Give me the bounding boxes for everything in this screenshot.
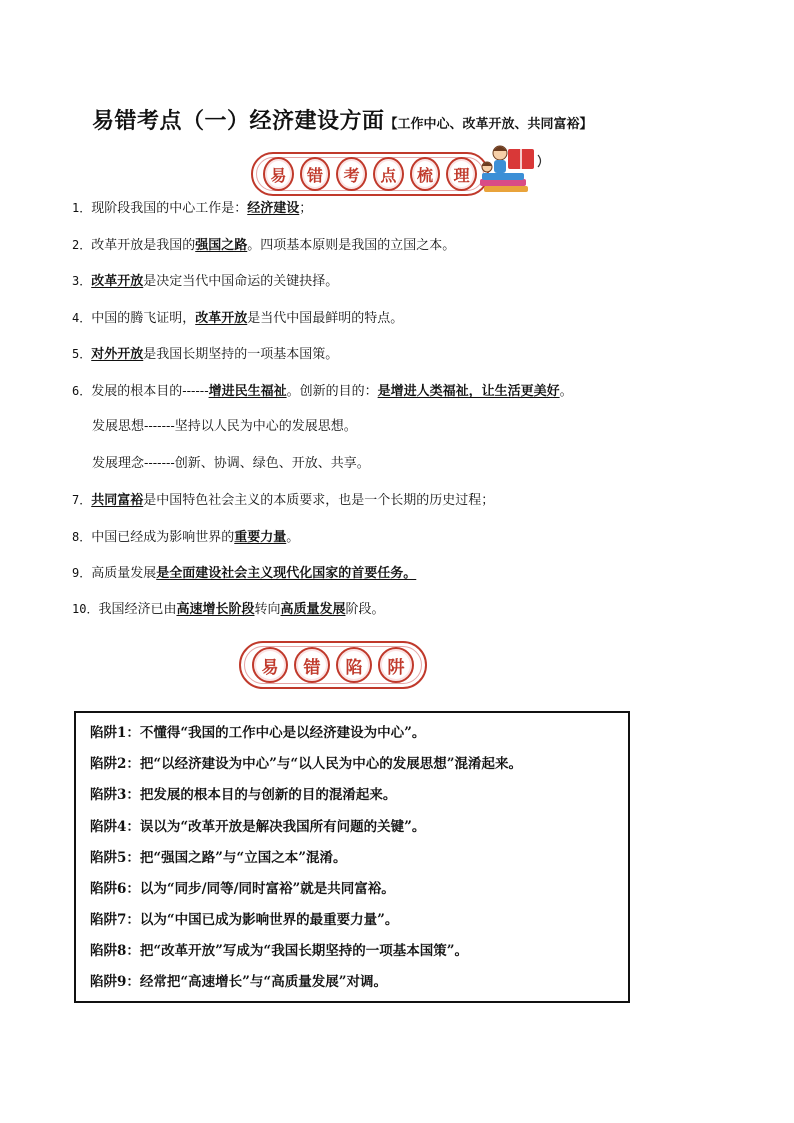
reading-kids-illustration	[478, 139, 550, 195]
list-sub-item: 发展思想-------坚持以人民为中心的发展思想。	[92, 419, 357, 434]
list-item: 9．高质量发展是全面建设社会主义现代化国家的首要任务。	[72, 566, 417, 581]
banner-char: 点	[373, 157, 404, 191]
banner-char: 梳	[410, 157, 441, 191]
trap-item: 陷阱8：把“改革开放”写成为“我国长期坚持的一项基本国策”。	[90, 943, 468, 959]
banner-char: 易	[252, 647, 288, 683]
banner-char: 陷	[336, 647, 372, 683]
traps-box	[74, 711, 630, 1003]
banner-char: 易	[263, 157, 294, 191]
page-title-sub: 【工作中心、改革开放、共同富裕】	[384, 117, 593, 132]
trap-item: 陷阱2：把“以经济建设为中心”与“以人民为中心的发展思想”混淆起来。	[90, 756, 522, 772]
list-item: 4．中国的腾飞证明，改革开放是当代中国最鲜明的特点。	[72, 311, 404, 326]
trap-item: 陷阱9：经常把“高速增长”与“高质量发展”对调。	[90, 974, 387, 990]
trap-item: 陷阱6：以为“同步/同等/同时富裕”就是共同富裕。	[90, 881, 395, 897]
list-item: 7．共同富裕是中国特色社会主义的本质要求，也是一个长期的历史过程；	[72, 493, 495, 508]
list-item: 8．中国已经成为影响世界的重要力量。	[72, 530, 300, 545]
trap-item: 陷阱1：不懂得“我国的工作中心是以经济建设为中心”。	[90, 725, 426, 741]
list-item: 1．现阶段我国的中心工作是：经济建设；	[72, 201, 313, 216]
banner-char: 阱	[378, 647, 414, 683]
trap-item: 陷阱7：以为“中国已成为影响世界的最重要力量”。	[90, 912, 399, 928]
section-banner-review	[251, 152, 489, 196]
list-item: 6．发展的根本目的------增进民生福祉。创新的目的：是增进人类福祉，让生活更美好。	[72, 384, 573, 399]
banner-char: 考	[336, 157, 367, 191]
list-sub-item: 发展理念-------创新、协调、绿色、开放、共享。	[92, 456, 370, 471]
trap-item: 陷阱5：把“强国之路”与“立国之本”混淆。	[90, 850, 347, 866]
list-item: 2．改革开放是我国的强国之路。四项基本原则是我国的立国之本。	[72, 238, 456, 253]
banner-char: 理	[446, 157, 477, 191]
list-item: 5．对外开放是我国长期坚持的一项基本国策。	[72, 347, 339, 362]
trap-item: 陷阱4：误以为“改革开放是解决我国所有问题的关键”。	[90, 819, 426, 835]
list-item: 3．改革开放是决定当代中国命运的关键抉择。	[72, 274, 339, 289]
section-banner-traps	[239, 641, 427, 689]
list-item: 10．我国经济已由高速增长阶段转向高质量发展阶段。	[72, 602, 385, 617]
banner-char: 错	[294, 647, 330, 683]
trap-item: 陷阱3：把发展的根本目的与创新的目的混淆起来。	[90, 787, 397, 803]
page-title	[92, 104, 593, 135]
page-title-main: 易错考点（一）经济建设方面	[92, 109, 385, 134]
banner-char: 错	[300, 157, 331, 191]
